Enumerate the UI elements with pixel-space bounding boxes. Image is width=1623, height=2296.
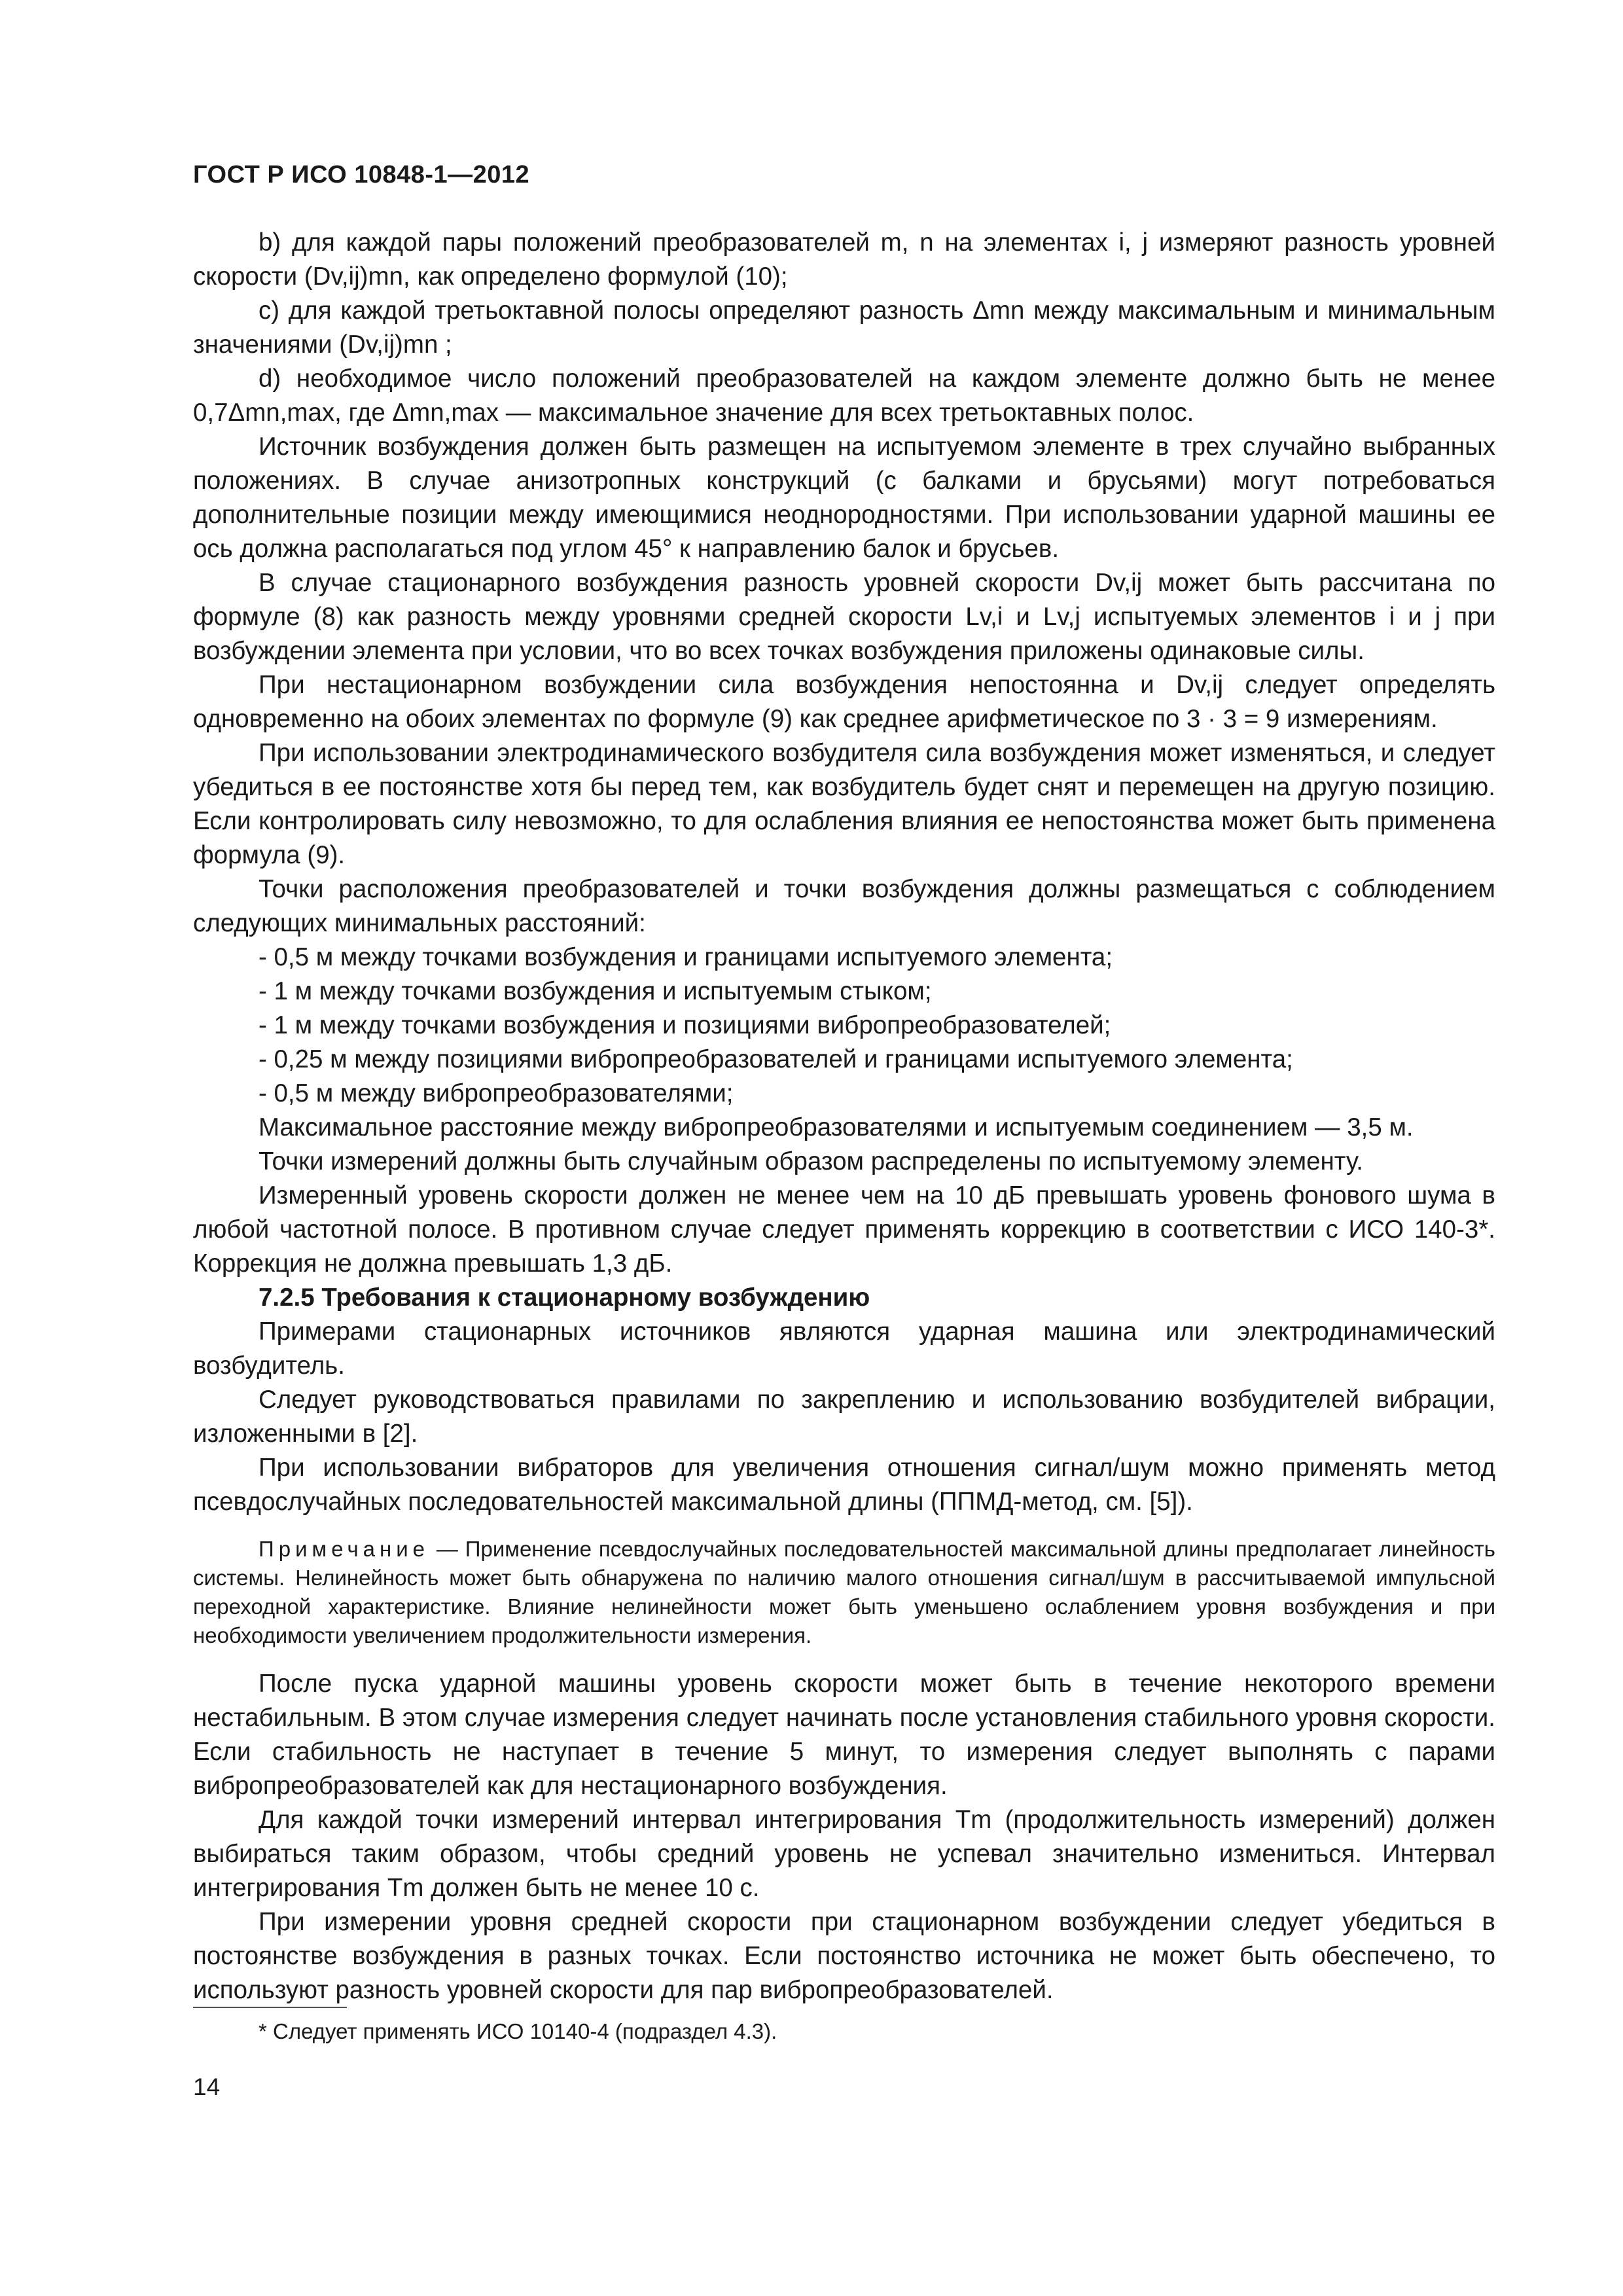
list-item-d: d) необходимое число положений преобразователей на каждом элементе должно быть не менее 0,7Δmn,max, где Δmn,max — максимальное значение для всех третьоктавных полос. — [193, 365, 1495, 427]
paragraph: Максимальное расстояние между вибропреобразователями и испытуемым соединением — 3,5 м. — [259, 1113, 1414, 1141]
dash-list-item: - 0,5 м между точками возбуждения и границами испытуемого элемента; — [259, 943, 1113, 971]
paragraph: При измерении уровня средней скорости при стационарном возбуждении следует убедиться в постоянстве возбуждения в разных точках. Если постоянство источника не может быть обеспечено, то используют разность уровней скорости для пар вибропреобразователей. — [193, 1908, 1495, 2004]
dash-list-item: - 1 м между точками возбуждения и испытуемым стыком; — [259, 977, 932, 1005]
document-body — [193, 226, 1495, 2007]
note — [193, 1535, 1495, 1650]
dash-list-item: - 0,5 м между вибропреобразователями; — [259, 1079, 734, 1107]
list-item-c: c) для каждой третьоктавной полосы определяют разность Δmn между максимальным и минимальным значениями (Dv,ij)mn ; — [193, 296, 1495, 359]
note-label: Примечание — [259, 1537, 430, 1561]
note-text: — Применение псевдослучайных последовательностей максимальной длины предполагает линейность системы. Нелинейность может быть обнаружена по наличию малого отношения сигнал/шум в рассчитываемой импульсной переходной характеристике. Влияние нелинейности может быть уменьшено ослаблением уровня возбуждения и при необходимости увеличением продолжительности измерения. — [193, 1537, 1495, 1647]
paragraph: Примерами стационарных источников являются ударная машина или электродинамический возбудитель. — [193, 1318, 1495, 1380]
paragraph: При использовании вибраторов для увеличения отношения сигнал/шум можно применять метод псевдослучайных последовательностей максимальной длины (ППМД-метод, см. [5]). — [193, 1454, 1495, 1516]
paragraph: Точки измерений должны быть случайным образом распределены по испытуемому элементу. — [259, 1147, 1363, 1175]
dash-list-item: - 0,25 м между позициями вибропреобразователей и границами испытуемого элемента; — [259, 1045, 1293, 1073]
paragraph: Источник возбуждения должен быть размещен на испытуемом элементе в трех случайно выбранных положениях. В случае анизотропных конструкций (с балками и брусьями) могут потребоваться дополнительные позиции между имеющимися неоднородностями. При использовании ударной машины ее ось должна располагаться под углом 45° к направлению балок и брусьев. — [193, 433, 1495, 563]
paragraph: Для каждой точки измерений интервал интегрирования Tm (продолжительность измерений) должен выбираться таким образом, чтобы средний уровень не успевал значительно измениться. Интервал интегрирования Tm должен быть не менее 10 с. — [193, 1806, 1495, 1902]
paragraph: При использовании электродинамического возбудителя сила возбуждения может изменяться, и следует убедиться в ее постоянстве хотя бы перед тем, как возбудитель будет снят и перемещен на другую позицию. Если контролировать силу невозможно, то для ослабления влияния ее непостоянства может быть применена формула (9). — [193, 739, 1495, 869]
document-header: ГОСТ Р ИСО 10848-1—2012 — [193, 161, 530, 188]
paragraph: Точки расположения преобразователей и точки возбуждения должны размещаться с соблюдением следующих минимальных расстояний: — [193, 875, 1495, 937]
page-number: 14 — [193, 2073, 221, 2100]
footnote: * Следует применять ИСО 10140-4 (подраздел 4.3). — [259, 2019, 777, 2043]
paragraph: Измеренный уровень скорости должен не менее чем на 10 дБ превышать уровень фонового шума в любой частотной полосе. В противном случае следует применять коррекцию в соответствии с ИСО 140-3*. Коррекция не должна превышать 1,3 дБ. — [193, 1181, 1495, 1278]
paragraph: После пуска ударной машины уровень скорости может быть в течение некоторого времени нестабильным. В этом случае измерения следует начинать после установления стабильного уровня скорости. Если стабильность не наступает в течение 5 минут, то измерения следует выполнять с парами вибропреобразователей как для нестационарного возбуждения. — [193, 1670, 1495, 1800]
list-item-b: b) для каждой пары положений преобразователей m, n на элементах i, j измеряют разность уровней скорости (Dv,ij)mn, как определено формулой (10); — [193, 228, 1495, 291]
paragraph: Следует руководствоваться правилами по закреплению и использованию возбудителей вибрации, изложенными в [2]. — [193, 1386, 1495, 1448]
paragraph: В случае стационарного возбуждения разность уровней скорости Dv,ij может быть рассчитана по формуле (8) как разность между уровнями средней скорости Lv,i и Lv,j испытуемых элементов i и j при возбуждении элемента при условии, что во всех точках возбуждения приложены одинаковые силы. — [193, 569, 1495, 665]
paragraph: При нестационарном возбуждении сила возбуждения непостоянна и Dv,ij следует определять одновременно на обоих элементах по формуле (9) как среднее арифметическое по 3 · 3 = 9 измерениям. — [193, 671, 1495, 733]
dash-list-item: - 1 м между точками возбуждения и позициями вибропреобразователей; — [259, 1011, 1111, 1039]
section-heading: 7.2.5 Требования к стационарному возбуждению — [259, 1283, 870, 1312]
footnote-divider — [193, 2007, 347, 2008]
